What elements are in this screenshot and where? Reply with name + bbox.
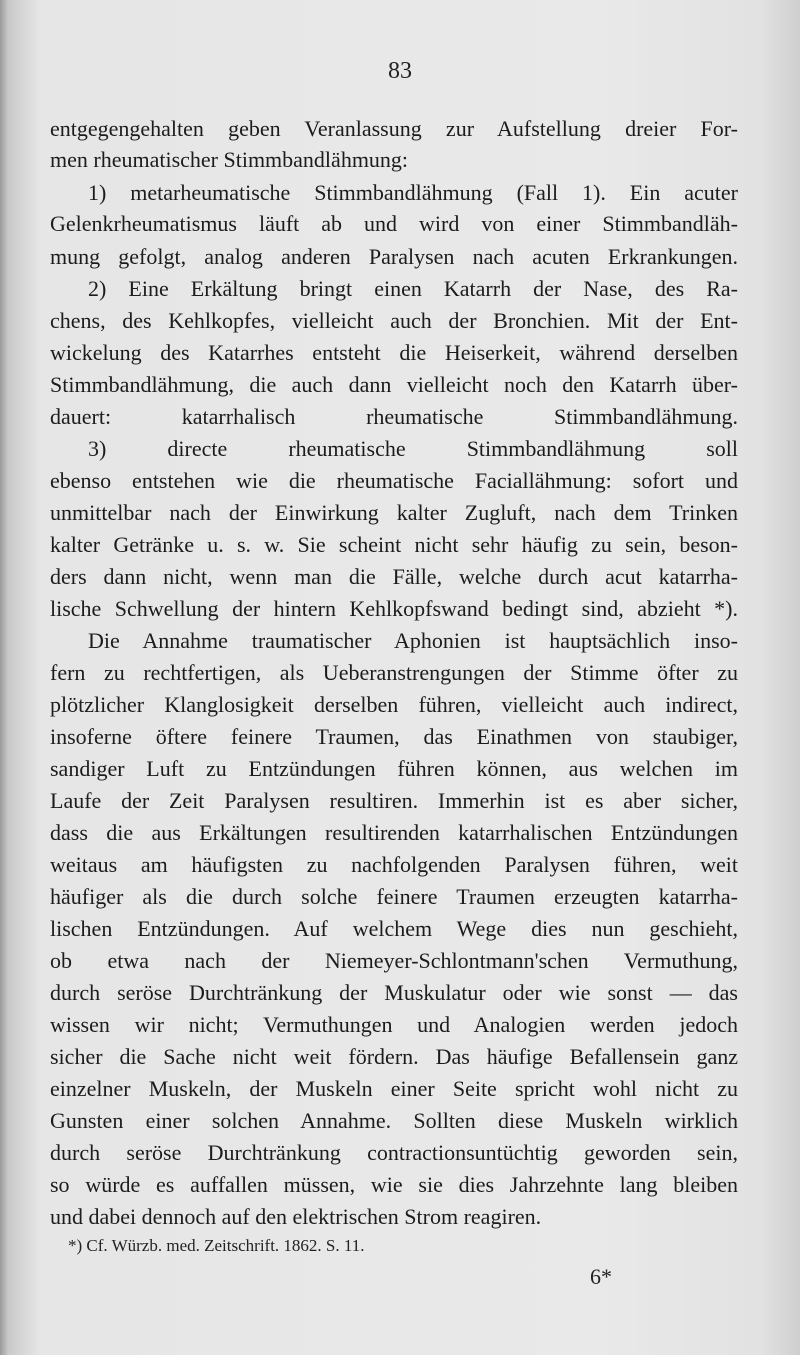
text-line: Gelenkrheumatismus läuft ab und wird von einer Stimmbandläh- xyxy=(50,211,738,236)
text-line: durch seröse Durchtränkung contractionsuntüchtig geworden sein, xyxy=(50,1140,738,1165)
text-line: 3) directe rheumatische Stimmbandlähmung soll xyxy=(88,436,738,461)
text-line: lische Schwellung der hintern Kehlkopfswand bedingt sind, abzieht *). xyxy=(50,596,738,621)
text-line: weitaus am häufigsten zu nachfolgenden Paralysen führen, weit xyxy=(50,852,738,877)
text-line: kalter Getränke u. s. w. Sie scheint nicht sehr häufig zu sein, beson- xyxy=(50,532,738,557)
text-line: so würde es auffallen müssen, wie sie dies Jahrzehnte lang bleiben xyxy=(50,1172,738,1197)
text-line: häufiger als die durch solche feinere Traumen erzeugten katarrha- xyxy=(50,884,738,909)
signature-mark: 6* xyxy=(590,1264,612,1289)
text-line: unmittelbar nach der Einwirkung kalter Zugluft, nach dem Trinken xyxy=(50,500,738,525)
text-line: dauert: katarrhalisch rheumatische Stimmbandlähmung. xyxy=(50,404,738,429)
text-line: ders dann nicht, wenn man die Fälle, welche durch acut katarrha- xyxy=(50,564,738,589)
footnote: *) Cf. Würzb. med. Zeitschrift. 1862. S. 11. xyxy=(68,1236,365,1255)
text-line: 2) Eine Erkältung bringt einen Katarrh der Nase, des Ra- xyxy=(88,276,738,301)
text-line: Gunsten einer solchen Annahme. Sollten diese Muskeln wirklich xyxy=(50,1108,738,1133)
text-line: men rheumatischer Stimmbandlähmung: xyxy=(50,147,409,172)
text-line: chens, des Kehlkopfes, vielleicht auch der Bronchien. Mit der Ent- xyxy=(50,308,738,333)
text-line: mung gefolgt, analog anderen Paralysen nach acuten Erkrankungen. xyxy=(50,244,738,269)
text-line: sicher die Sache nicht weit fördern. Das häufige Befallensein ganz xyxy=(50,1044,738,1069)
text-line: sandiger Luft zu Entzündungen führen können, aus welchen im xyxy=(50,756,738,781)
page-number: 83 xyxy=(388,58,412,84)
text-line: insoferne öftere feinere Traumen, das Einathmen von staubiger, xyxy=(50,724,738,749)
text-line: ob etwa nach der Niemeyer-Schlontmann'schen Vermuthung, xyxy=(50,948,738,973)
text-line: einzelner Muskeln, der Muskeln einer Seite spricht wohl nicht zu xyxy=(50,1076,738,1101)
text-line: fern zu rechtfertigen, als Ueberanstrengungen der Stimme öfter zu xyxy=(50,660,738,685)
text-line: Laufe der Zeit Paralysen resultiren. Immerhin ist es aber sicher, xyxy=(50,788,738,813)
text-line: entgegengehalten geben Veranlassung zur Aufstellung dreier For- xyxy=(50,116,738,141)
text-line: Die Annahme traumatischer Aphonien ist hauptsächlich inso- xyxy=(88,628,738,653)
text-line: Stimmbandlähmung, die auch dann vielleicht noch den Katarrh über- xyxy=(50,372,738,397)
text-line: dass die aus Erkältungen resultirenden katarrhalischen Entzündungen xyxy=(50,820,738,845)
text-line: und dabei dennoch auf den elektrischen Strom reagiren. xyxy=(50,1204,542,1229)
text-line: 1) metarheumatische Stimmbandlähmung (Fall 1). Ein acuter xyxy=(88,180,738,205)
text-line: wickelung des Katarrhes entsteht die Heiserkeit, während derselben xyxy=(50,340,738,365)
text-line: plötzlicher Klanglosigkeit derselben führen, vielleicht auch indirect, xyxy=(50,692,738,717)
text-line: lischen Entzündungen. Auf welchem Wege dies nun geschieht, xyxy=(50,916,738,941)
text-line: ebenso entstehen wie die rheumatische Faciallähmung: sofort und xyxy=(50,468,738,493)
text-line: wissen wir nicht; Vermuthungen und Analogien werden jedoch xyxy=(50,1012,738,1037)
text-line: durch seröse Durchtränkung der Muskulatur oder wie sonst — das xyxy=(50,980,738,1005)
